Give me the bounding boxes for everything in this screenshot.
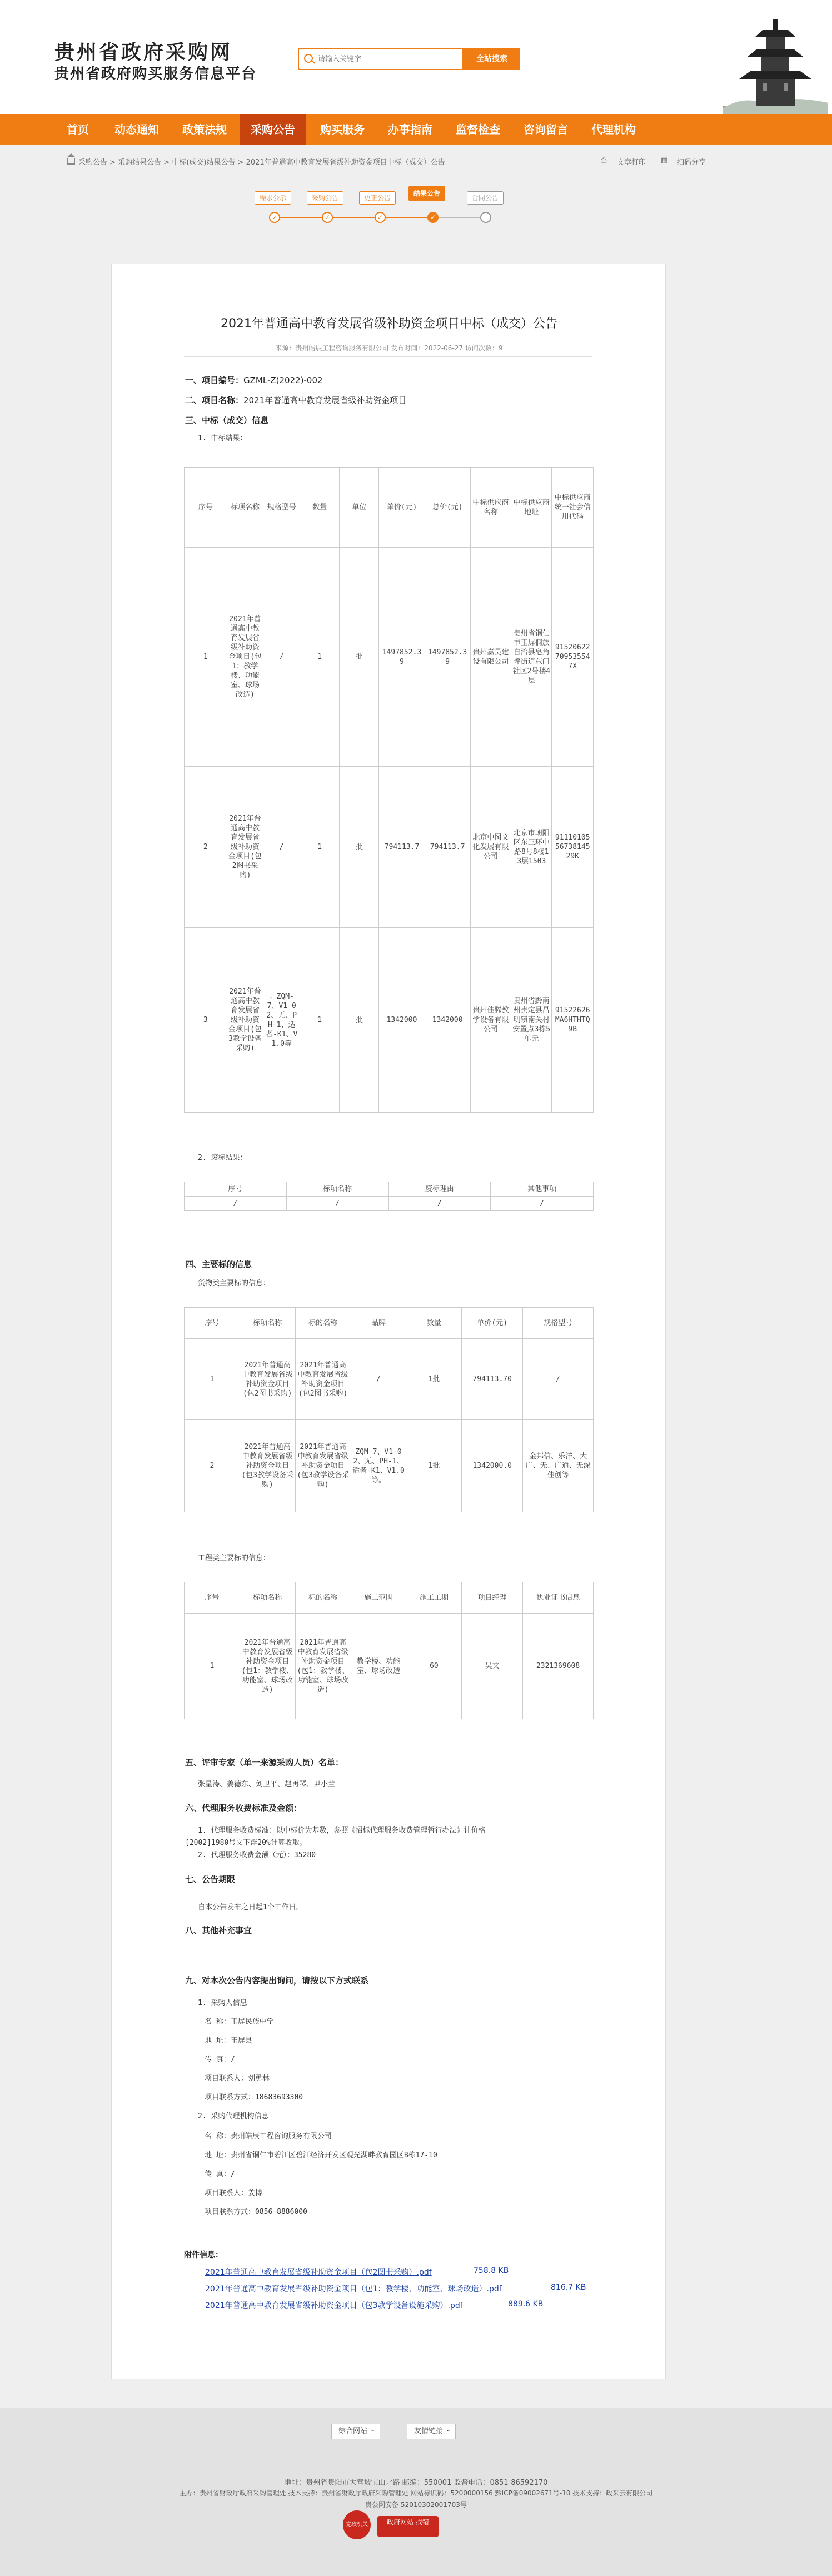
failed-bid-label: 2. 废标结果： xyxy=(198,1154,247,1162)
step-check-icon: ✓ xyxy=(427,212,439,223)
breadcrumb-bar xyxy=(0,145,832,178)
share-link[interactable]: 扫码分享 xyxy=(677,158,706,167)
footer-record[interactable]: 贵公网安备 52010302001703号 xyxy=(365,2501,467,2509)
attachment-size: 758.8 KB xyxy=(474,2266,509,2275)
table-row: 1 2021年普通高中教育发展省级补助资金项目(包2图书采购) 2021年普通高中教育发展省级补助资金项目(包2图书采购) / 1批 794113.70 / xyxy=(185,1339,594,1420)
article-title: 2021年普通高中教育发展省级补助资金项目中标（成交）公告 xyxy=(221,317,557,331)
award-table xyxy=(184,467,594,1113)
contact-line: 项目联系方式：0856-8886000 xyxy=(205,2208,307,2216)
nav-services[interactable]: 购买服务 xyxy=(320,123,365,136)
table-row: 2 2021年普通高中教育发展省级补助资金项目(包3教学设备采购) 2021年普通高中教育发展省级补助资金项目(包3教学设备采购) ZQM-7、V1-02、无、PH-1、适者-K1、V1.0等。 1批 1342000.0 金邦信、乐洋、大广、无、广通、无深佳创等 xyxy=(185,1420,594,1512)
contact-line: 1. 采购人信息 xyxy=(198,1999,247,2007)
goods-table xyxy=(184,1307,594,1512)
step-correction[interactable]: 更正公告 xyxy=(359,191,396,205)
goods-items-label: 货物类主要标的信息： xyxy=(198,1279,271,1288)
table-header-row: 序号 标项名称 标的名称 施工范围 施工工期 项目经理 执业证书信息 xyxy=(185,1582,594,1614)
contact-line: 名 称：贵州皓辰工程咨询服务有限公司 xyxy=(205,2132,332,2141)
table-header-row: 序号 标项名称 标的名称 品牌 数量 单价(元) 规格型号 xyxy=(185,1308,594,1339)
step-procurement[interactable]: 采购公告 xyxy=(307,191,343,205)
contact-line: 传 真：/ xyxy=(205,2056,235,2064)
project-name: 2021年普通高中教育发展省级补助资金项目 xyxy=(243,395,407,405)
article-panel xyxy=(111,264,666,2379)
section-project-code: 一、项目编号：GZML-Z(2022)-002 xyxy=(185,375,323,385)
experts-list: 张星涛、姜德东、刘卫平、赵再琴、尹小兰 xyxy=(198,1780,336,1789)
nav-announcements[interactable]: 采购公告 xyxy=(240,114,306,145)
print-link[interactable]: 文章打印 xyxy=(617,158,646,167)
step-check-icon: ✓ xyxy=(375,212,386,223)
fee-standard-cont: [2002]1980号文下浮20%计算收取。 xyxy=(185,1839,307,1847)
table-row: 1 2021年普通高中教育发展省级补助资金项目(包1：教学楼、功能室、球场改造) 2021年普通高中教育发展省级补助资金项目(包1：教学楼、功能室、球场改造) 教学楼、功能室、球场改造 60 吴文 2321369608 xyxy=(185,1614,594,1719)
attachment-size: 889.6 KB xyxy=(508,2300,544,2309)
table-header-row: 序号 标项名称 废标理由 其他事项 xyxy=(185,1182,594,1197)
search-button[interactable]: 全站搜索 xyxy=(464,48,520,70)
contact-line: 项目联系方式：18683693300 xyxy=(205,2093,303,2102)
contact-line: 地 址：贵州省铜仁市碧江区碧江经济开发区观光湖畔教育园区B栋17-10 xyxy=(205,2151,437,2160)
step-connector xyxy=(385,217,427,218)
attachment-link[interactable]: 2021年普通高中教育发展省级补助资金项目（包1：教学楼、功能室、球场改造）.pdf xyxy=(205,2285,502,2294)
site-header xyxy=(0,0,832,114)
footer-address: 地址：贵州省贵阳市大营坡宝山北路 邮编：550001 监督电话：0851-86592170 xyxy=(284,2479,548,2487)
contact-line: 名 称：玉屏民族中学 xyxy=(205,2018,274,2026)
site-title: 贵州省政府采购网 xyxy=(54,41,233,64)
step-connector xyxy=(280,217,322,218)
attachment-link[interactable]: 2021年普通高中教育发展省级补助资金项目（包2图书采购）.pdf xyxy=(205,2268,432,2277)
nav-consult[interactable]: 咨询留言 xyxy=(524,123,568,136)
nav-home[interactable]: 首页 xyxy=(67,123,89,136)
footer-sponsor: 主办：贵州省财政厅政府采购管理处 技术支持：贵州省财政厅政府采购管理处 网站标识码：5200000156 黔ICP备09002671号-10 技术支持：政采云有限公司 xyxy=(179,2489,653,2497)
step-demand[interactable]: 需求公示 xyxy=(255,191,291,205)
step-check-icon: ✓ xyxy=(322,212,333,223)
works-table xyxy=(184,1582,594,1719)
contact-line: 2. 采购代理机构信息 xyxy=(198,2112,269,2121)
print-icon[interactable]: ⎙ xyxy=(601,156,607,165)
period-text: 自本公告发布之日起1个工作日。 xyxy=(198,1903,303,1912)
step-contract[interactable]: 合同公告 xyxy=(467,191,504,205)
contact-line: 项目联系人：姜博 xyxy=(205,2189,263,2197)
nav-news[interactable]: 动态通知 xyxy=(114,123,159,136)
section-other: 八、其他补充事宜 xyxy=(185,1925,252,1935)
section-project-name: 二、项目名称：2021年普通高中教育发展省级补助资金项目 xyxy=(185,395,407,405)
nav-guide[interactable]: 办事指南 xyxy=(388,123,432,136)
works-items-label: 工程类主要标的信息： xyxy=(198,1554,271,1562)
table-row: 1 2021年普通高中教育发展省级补助资金项目(包1：教学楼、功能室、球场改造) / 1 批 1497852.39 1497852.39 贵州嘉昊建设有限公司 贵州省铜仁市玉屏侗族自治县皂角坪街道东门社区2号楼4层 91520622709535547X xyxy=(185,548,594,767)
pagoda-illustration xyxy=(723,11,828,114)
divider xyxy=(184,356,592,357)
section-experts: 五、评审专家（单一来源采购人员）名单： xyxy=(185,1758,344,1768)
article-meta: 来源：贵州皓辰工程咨询服务有限公司 发布时间：2022-06-27 访问次数：9 xyxy=(275,344,503,352)
qrcode-icon[interactable]: ▦ xyxy=(661,156,668,165)
party-gov-badge-icon[interactable]: 党政机关 xyxy=(343,2510,371,2539)
search-icon xyxy=(304,54,313,63)
section-period: 七、公告期限 xyxy=(185,1874,236,1884)
table-row: / / / / xyxy=(185,1197,594,1211)
attachment-link[interactable]: 2021年普通高中教育发展省级补助资金项目（包3教学设备设施采购）.pdf xyxy=(205,2301,463,2310)
nav-supervision[interactable]: 监督检查 xyxy=(456,123,500,136)
step-connector xyxy=(332,217,375,218)
fee-standard: 1. 代理服务收费标准：以中标价为基数，参照《招标代理服务收费管理暂行办法》计价格 xyxy=(198,1826,486,1835)
attachment-size: 816.7 KB xyxy=(551,2283,586,2292)
failed-bid-table xyxy=(184,1182,594,1211)
search-input[interactable] xyxy=(299,49,444,69)
section-fees: 六、代理服务收费标准及金额： xyxy=(185,1803,302,1813)
step-pending-icon xyxy=(480,212,491,223)
section-contact: 九、对本次公告内容提出询问，请按以下方式联系 xyxy=(185,1976,369,1986)
step-connector xyxy=(438,217,480,218)
nav-policy[interactable]: 政策法规 xyxy=(182,123,227,136)
nav-agencies[interactable]: 代理机构 xyxy=(591,123,636,136)
attachments-label: 附件信息： xyxy=(184,2251,223,2260)
gov-site-error-badge[interactable]: 政府网站 找错 xyxy=(377,2516,439,2537)
site-footer xyxy=(0,2408,832,2576)
contact-line: 传 真：/ xyxy=(205,2170,235,2178)
project-code: GZML-Z(2022)-002 xyxy=(243,375,323,385)
table-row: 2 2021年普通高中教育发展省级补助资金项目(包2图书采购) / 1 批 794113.7 794113.7 北京中图文化发展有限公司 北京市朝阳区东三环中路8号8楼13层1503 911101055673814529K xyxy=(185,767,594,928)
table-row: 3 2021年普通高中教育发展省级补助资金项目(包3教学设备采购) ：ZQM-7、V1-02、无、PH-1、适者-K1、V1.0等 1 批 1342000 1342000 贵州佳腾教学设备有限公司 贵州省黔南州贵定县昌明镇南关村安置点3栋5单元 91522626MA6HTHTQ9B xyxy=(185,928,594,1113)
contact-line: 地 址：玉屏县 xyxy=(205,2037,252,2045)
fee-amount: 2. 代理服务收费金额（元）：35280 xyxy=(198,1851,316,1859)
site-subtitle: 贵州省政府购买服务信息平台 xyxy=(54,66,257,82)
section-award-info: 三、中标（成交）信息 xyxy=(185,415,269,425)
friend-links-select[interactable]: 友情链接 ⌄ xyxy=(407,2424,456,2439)
award-result-label: 1. 中标结果： xyxy=(198,434,247,443)
breadcrumb[interactable]: 采购公告 > 采购结果公告 > 中标(成交)结果公告 > 2021年普通高中教育发展省级补助资金项目中标（成交）公告 xyxy=(78,158,445,167)
section-main-items: 四、主要标的信息 xyxy=(185,1259,252,1269)
related-sites-select[interactable]: 综合网站 ⌄ xyxy=(331,2424,380,2439)
table-header-row: 序号 标项名称 规格型号 数量 单位 单价(元) 总价(元) 中标供应商名称 中标供应商地址 中标供应商统一社会信用代码 xyxy=(185,468,594,548)
search-box xyxy=(298,48,464,70)
contact-line: 项目联系人：刘勇林 xyxy=(205,2074,270,2083)
step-result[interactable]: 结果公告 xyxy=(408,186,445,201)
home-icon[interactable] xyxy=(67,158,75,165)
step-check-icon: ✓ xyxy=(269,212,280,223)
main-nav xyxy=(0,114,832,145)
